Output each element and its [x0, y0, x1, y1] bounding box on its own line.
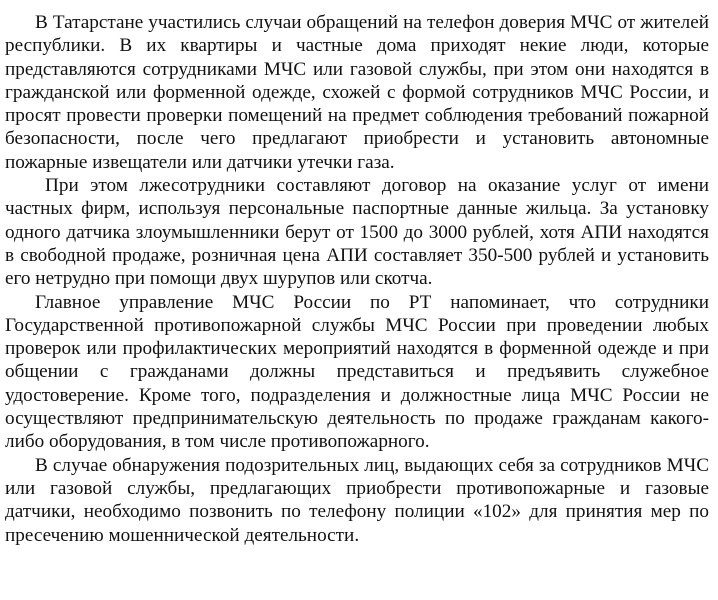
paragraph-mchs-reminder: Главное управление МЧС России по РТ напоминает, что сотрудники Государственной противопожарной службы МЧС России при проведении любых проверок или профилактических мероприятий находятся в форменной одежде и при общении с гражданами должны представиться и предъявить служебное удостоверение. Кроме того, подразделения и должностные лица МЧС России не осуществляют предпринимательскую деятельность по продаже гражданам какого-либо оборудования, в том числе противопожарного. [5, 291, 709, 453]
paragraph-fake-contracts: При этом лжесотрудники составляют договор на оказание услуг от имени частных фирм, используя персональные паспортные данные жильца. За установку одного датчика злоумышленники берут от 1500 до 3000 рублей, хотя АПИ находятся в свободной продаже, розничная цена АПИ составляет 350-500 рублей и установить его нетрудно при помощи двух шурупов или скотча. [5, 175, 709, 290]
paragraph-fraud-cases: В Татарстане участились случаи обращений на телефон доверия МЧС от жителей республики. В их квартиры и частные дома приходят некие люди, которые представляются сотрудниками МЧС или газовой службы, при этом они находятся в гражданской или форменной одежде, схожей с формой сотрудников МЧС России, и просят провести проверки помещений на предмет соблюдения требований пожарной безопасности, после чего предлагают приобрести и установить автономные пожарные извещатели или датчики утечки газа. [5, 12, 709, 173]
document-body [5, 11, 709, 547]
paragraph-call-police: В случае обнаружения подозрительных лиц, выдающих себя за сотрудников МЧС или газовой службы, предлагающих приобрести противопожарные и газовые датчики, необходимо позвонить по телефону полиции «102» для принятия мер по пресечению мошеннической деятельности. [5, 454, 709, 546]
